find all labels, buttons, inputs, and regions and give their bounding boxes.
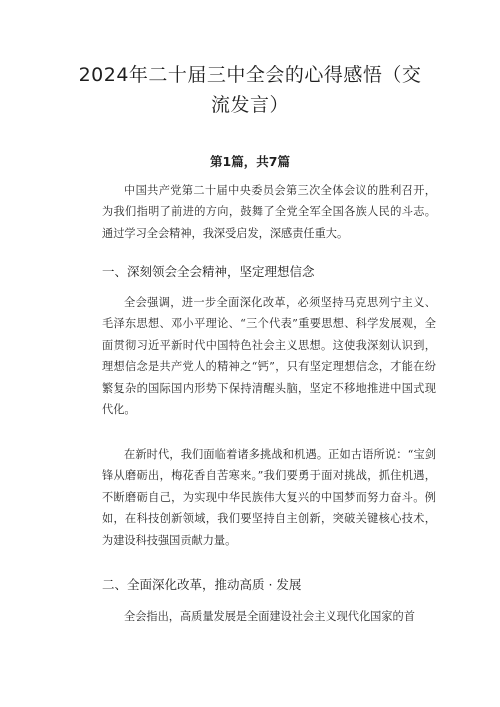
paragraph-challenges: 在新时代，我们面临着诸多挑战和机遇。正如古语所说：“宝剑锋从磨砺出，梅花香自苦寒来。”我们要勇于面对挑战，抓住机遇，不断磨砺自己，为实现中华民族伟大复兴的中国梦而努力奋斗。例如，在科技创新领域，我们要坚持自主创新，突破关键核心技术，为建设科技强国贡献力量。 [102, 448, 436, 547]
paragraph-ideals: 全会强调，进一步全面深化改革，必须坚持马克思列宁主义、毛泽东思想、邓小平理论、“三个代表”重要思想、科学发展观，全面贯彻习近平新时代中国特色社会主义思想。这使我深刻认识到，理想信念是共产党人的精神之“钙”，只有坚定理想信念，才能在纷繁复杂的国际国内形势下保持清醒头脑，坚定不移地推进中国式现代化。 [102, 296, 436, 417]
part-indicator: 第1篇，共7篇 [210, 154, 290, 169]
paragraph-intro: 中国共产党第二十届中央委员会第三次全体会议的胜利召开，为我们指明了前进的方向，鼓舞了全党全军全国各族人民的斗志。通过学习全会精神，我深受启发，深感责任重大。 [102, 184, 436, 240]
paragraph-development: 全会指出，高质量发展是全面建设社会主义现代化国家的首 [124, 610, 415, 623]
section-heading-2: 二、全面深化改革，推动高质 · 发展 [102, 577, 302, 592]
section-heading-1: 一、深刻领会全会精神，坚定理想信念 [102, 264, 315, 279]
document-title: 2024年二十届三中全会的心得感悟（交流发言） [78, 64, 422, 116]
